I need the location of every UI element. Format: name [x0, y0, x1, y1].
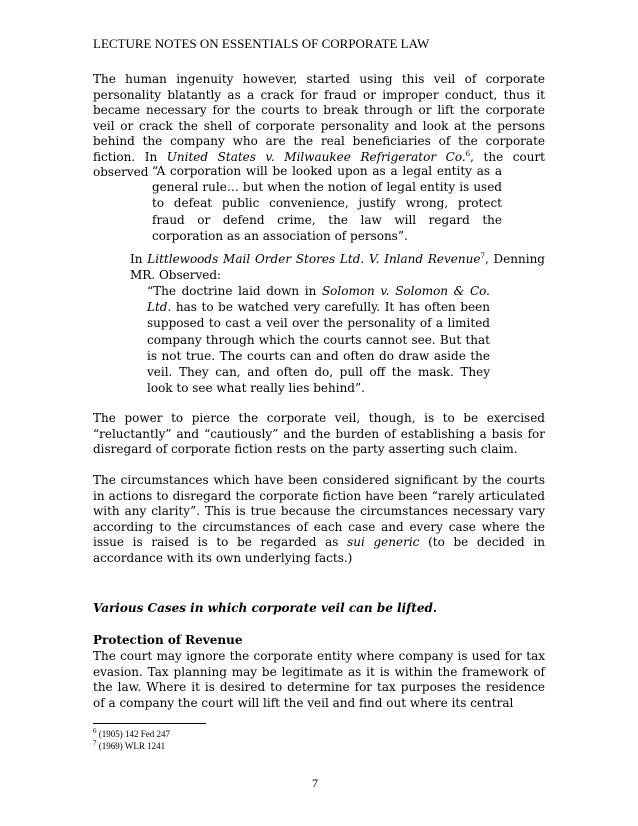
paragraph-text: , the court observed: [93, 149, 546, 179]
page-number: 7: [312, 776, 318, 790]
paragraph-text: , Denning MR. Observed:: [130, 252, 545, 282]
block-quote-milwaukee: “A corporation will be looked upon as a legal entity as a general rule… but when the notion of legal entity is used to defeat public convenience, justify wrong, protect fraud or defend crime, the law will regard the corporation as an association of persons”.: [152, 164, 502, 243]
footnote-text: (1905) 142 Fed 247: [96, 729, 170, 739]
footnote-text: (1969) WLR 1241: [96, 741, 166, 751]
paragraph-tax-evasion: The court may ignore the corporate entity where company is used for tax evasion. Tax planning may be legitimate as it is within the framework of the law. Where it is desired to determine for tax purposes the residence of a company the court will lift the veil and find out where its central: [93, 649, 545, 710]
footnote-ref: 7: [480, 252, 485, 260]
footnote-7: [93, 741, 165, 751]
paragraph-littlewoods: [130, 251, 545, 283]
quote-text: “The doctrine laid down in: [147, 284, 322, 298]
latin-term: sui generic: [347, 535, 420, 549]
paragraph-circumstances: [93, 473, 545, 566]
case-name: Solomon v. Solomon & Co. Ltd.: [147, 284, 490, 315]
paragraph-text: The circumstances which have been considered significant by the courts in actions to disregard the corporate fiction have been “rarely articulated with any clarity”. This is true because the circumstances necessary vary according to the circumstances of each case and every case where the issue is raised is to be regarded as: [93, 473, 545, 549]
footnote-number: 7: [93, 739, 97, 747]
section-heading-various-cases: Various Cases in which corporate veil can be lifted.: [93, 601, 438, 615]
running-header: LECTURE NOTES ON ESSENTIALS OF CORPORATE LAW: [93, 36, 430, 51]
footnote-separator: [93, 723, 206, 724]
block-quote-denning: [147, 283, 490, 396]
case-name: United States v. Milwaukee Refrigerator Co.: [166, 149, 466, 164]
subheading-protection-of-revenue: Protection of Revenue: [93, 633, 243, 647]
quote-text: has to be watched very carefully. It has often been supposed to cast a veil over the personality of a limited company through which the courts cannot see. But that is not true. The courts can and often do draw aside the veil. They can, and often do, pull off the mask. They look to see what really lies behind”.: [147, 300, 490, 396]
paragraph-power-to-pierce: The power to pierce the corporate veil, though, is to be exercised “reluctantly” and “cautiously” and the burden of establishing a basis for disregard of corporate fiction rests on the party asserting such claim.: [93, 411, 545, 456]
paragraph-text: (to be decided in accordance with its own underlying facts.): [93, 535, 545, 565]
paragraph-text: The human ingenuity however, started using this veil of corporate personality blatantly as a crack for fraud or improper conduct, thus it became necessary for the courts to break through or lift the corporate veil or crack the shell of corporate personality and look at the persons behind the company who are the real beneficiaries of the corporate fiction. In: [93, 72, 545, 164]
footnote-ref: 6: [465, 149, 471, 158]
case-name: Littlewoods Mail Order Stores Ltd. V. Inland Revenue: [147, 252, 481, 266]
paragraph-text: In: [130, 252, 148, 266]
footnote-6: [93, 729, 170, 739]
footnote-number: 6: [93, 727, 97, 735]
